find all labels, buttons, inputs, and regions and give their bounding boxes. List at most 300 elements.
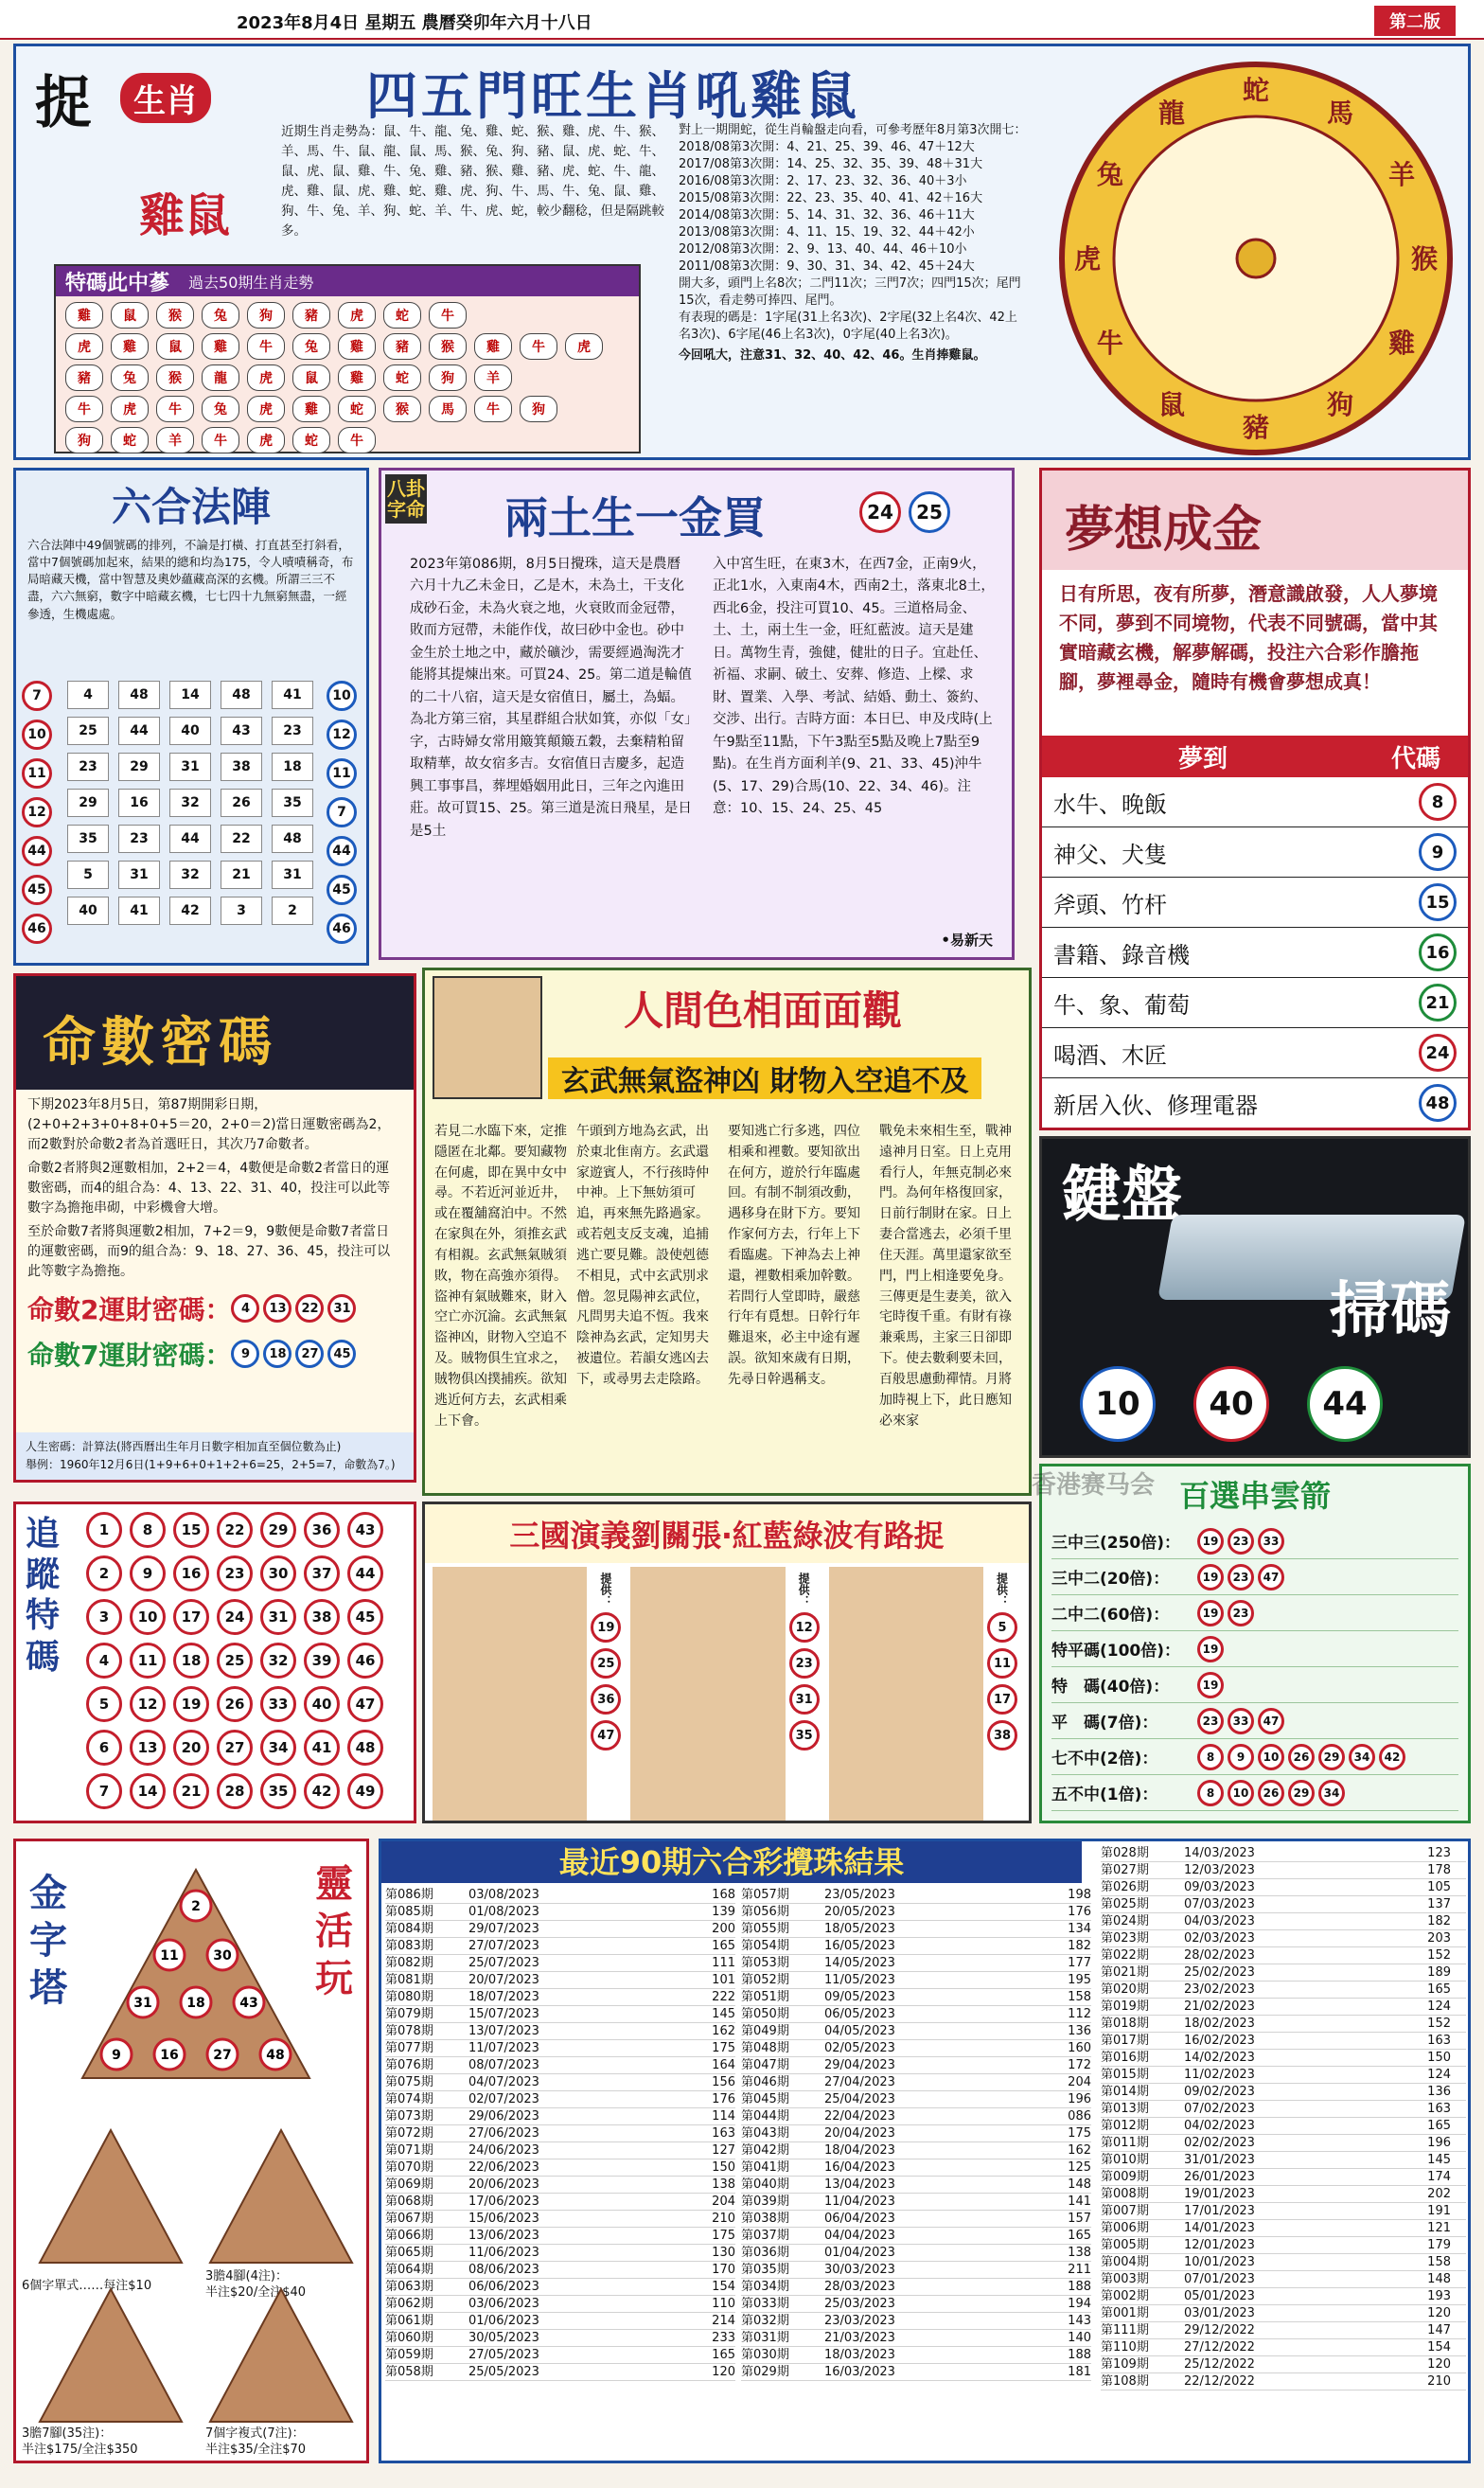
zodiac-cell: 牛 [520,333,557,360]
result-date: 01/04/2023 [824,2246,895,2260]
result-row [741,2023,1091,2040]
result-numbers [906,1989,1053,2005]
pyramid-title-right: 靈活玩 [315,1862,353,2000]
result-total: 156 [712,2075,735,2089]
result-date: 10/01/2023 [1184,2255,1255,2269]
result-numbers [906,1904,1053,1920]
result-row [1101,1947,1466,1964]
zodiac-cell: 兔 [202,396,239,422]
number-ball: 41 [304,1730,340,1766]
result-date: 29/07/2023 [468,1922,539,1936]
number-ball: 33 [1228,1708,1254,1734]
result-row [385,2313,735,2330]
result-numbers [906,1887,1053,1903]
result-period: 第080期 [385,1990,433,2004]
result-period: 第035期 [741,2263,789,2277]
number-ball: 2 [86,1555,122,1591]
result-date: 23/05/2023 [824,1888,895,1902]
result-period: 第041期 [741,2160,789,2175]
result-row [1101,1879,1466,1896]
liuhe-cell: 40 [169,717,211,745]
result-date: 23/03/2023 [824,2314,895,2328]
sanguo-panel [422,1502,1032,1823]
result-date: 14/02/2023 [1184,2051,1255,2065]
result-numbers [906,2074,1053,2090]
result-numbers [1265,1896,1413,1912]
number-ball: 5 [987,1612,1017,1643]
zodiac-cell: 牛 [338,427,376,453]
face-col3: 要知逃亡行多逃，四位相乘和裡數。要知欲出在何方，遊於行年臨處回。有制不制須改動，遇移身在財下方。要知作家何方去，行年上下看臨處。下神為去上神還，裡數相乘加幹數。若問行人堂即時，嚴慈行年有覓想。日幹行年難退來，必主中途有遲誤。欲知來歲有日期，先尋日幹遇稱支。 [728,1124,860,1387]
number-ball: 8 [1197,1780,1224,1806]
result-row [385,2262,735,2279]
trend-title: 特碼此中蔘 [65,271,170,295]
result-period: 第083期 [385,1939,433,1953]
number-ball: 19 [1197,1600,1224,1626]
number-ball: 15 [173,1512,209,1548]
liuhe-cell: 48 [221,681,262,709]
result-date: 14/05/2023 [824,1956,895,1970]
number-ball: 27 [217,1730,253,1766]
number-ball: 12 [327,720,357,750]
result-total: 124 [1427,2068,1451,2082]
result-row [385,2074,735,2091]
result-numbers [906,1921,1053,1937]
result-total: 189 [1427,1965,1451,1980]
history-line: 2012/08第3次開：2、9、13、40、44、46＋10小 [679,242,967,257]
result-row [1101,2135,1466,2152]
result-numbers [906,2125,1053,2141]
liuhe-cell: 16 [118,789,160,817]
track-row [86,1686,383,1722]
result-period: 第009期 [1101,2170,1149,2184]
number-ball: 27 [295,1340,324,1368]
zodiac-cell: 龍 [202,364,239,391]
result-numbers [906,2262,1053,2278]
number-ball: 49 [347,1773,383,1809]
number-ball: 45 [327,1340,356,1368]
result-period: 第049期 [741,2024,789,2038]
liuhe-right-balls [327,681,361,952]
result-period: 第002期 [1101,2289,1149,2303]
result-row [741,2194,1091,2211]
result-row [1101,2288,1466,2305]
zodiac-cell: 狗 [429,364,467,391]
result-total: 148 [1427,2272,1451,2286]
result-total: 154 [712,2280,735,2294]
result-row [741,2245,1091,2262]
lucky-row [1051,1667,1458,1703]
lucky-row [1051,1523,1458,1559]
result-date: 15/06/2023 [468,2212,539,2226]
number-ball: 4 [86,1643,122,1679]
history-block [679,122,1029,364]
number-ball: 48 [347,1730,383,1766]
result-period: 第081期 [385,1973,433,1987]
wheel-label: 蛇 [1242,75,1270,106]
track-row [86,1512,383,1548]
zodiac-cell: 虎 [247,364,285,391]
dream-item [1042,1028,1468,1078]
number-ball: 36 [304,1512,340,1548]
number-ball: 25 [217,1643,253,1679]
result-total: 168 [712,1888,735,1902]
lucky-row-label: 特平碼(100倍)： [1051,1642,1181,1661]
liuhe-row [67,861,315,889]
result-date: 25/07/2023 [468,1956,539,1970]
result-total: 164 [712,2058,735,2072]
result-numbers [550,1904,698,1920]
sanguo-offer-column [587,1567,625,1822]
result-period: 第057期 [741,1888,789,1902]
liuhe-cell: 29 [118,753,160,781]
result-date: 17/01/2023 [1184,2204,1255,2218]
sanguo-offer [829,1567,1021,1822]
result-period: 第014期 [1101,2085,1149,2099]
result-date: 18/05/2023 [824,1922,895,1936]
result-period: 第065期 [385,2246,433,2260]
number-ball: 10 [1080,1366,1156,1442]
result-total: 181 [1068,2365,1091,2379]
zodiac-cell: 雞 [474,333,512,360]
result-numbers [1265,1862,1413,1878]
result-total: 154 [1427,2340,1451,2355]
number-ball: 30 [260,1555,296,1591]
zodiac-cell: 鼠 [156,333,194,360]
number-ball: 31 [327,1294,356,1323]
result-date: 25/04/2023 [824,2092,895,2106]
results-panel [379,1839,1471,2463]
number-ball: 19 [1197,1564,1224,1591]
number-ball: 10 [130,1599,166,1635]
mingshu-code7-label: 命數7運財密碼： [27,1340,232,1371]
result-numbers [1265,2373,1413,2390]
history-analysis2: 有表現的碼是：1字尾(31上名3次)、2字尾(32上名4次、42上名3次)、6字尾(46上名3次)，0字尾(40上名3次)。 [679,311,1017,342]
result-period: 第017期 [1101,2034,1149,2048]
lucky-row-label: 特 碼(40倍)： [1051,1678,1170,1697]
result-total: 176 [1068,1905,1091,1919]
result-numbers [906,2296,1053,2312]
result-total: 204 [1068,2075,1091,2089]
number-ball: 45 [327,875,357,905]
result-row [385,2194,735,2211]
face-title: 人間色相面面觀 [624,987,903,1034]
result-date: 01/08/2023 [468,1905,539,1919]
result-period: 第019期 [1101,1999,1149,2014]
number-ball: 23 [1197,1708,1224,1734]
result-date: 29/12/2022 [1184,2323,1255,2337]
mingshu-text1: 下期2023年8月5日，第87期開彩日期，(2+0+2+3+0+8+0+5＝20，2+0＝2)當日運數密碼為2，而2數對於命數2者為首選旺日，其次乃7命數者。 [27,1097,391,1152]
dream-header-left: 夢到 [1177,744,1228,773]
result-total: 138 [712,2177,735,2192]
number-ball: 47 [1258,1708,1284,1734]
pyramid-ball-label: 2 [191,1899,201,1914]
lucky-row-label: 五不中(1倍)： [1051,1786,1158,1804]
result-total: 152 [1427,2017,1451,2031]
result-total: 174 [1427,2170,1451,2184]
number-ball: 12 [22,797,52,827]
dream-item-name: 喝酒、木匠 [1053,1041,1167,1069]
result-total: 193 [1427,2289,1451,2303]
trend-row [65,364,629,391]
result-row [1101,2101,1466,2118]
number-ball: 32 [260,1643,296,1679]
result-row [385,2125,735,2142]
result-period: 第111期 [1101,2323,1149,2337]
result-period: 第029期 [741,2365,789,2379]
number-ball: 9 [231,1340,259,1368]
result-row [1101,1930,1466,1947]
result-row [385,2142,735,2159]
result-period: 第007期 [1101,2204,1149,2218]
liuhe-cell: 29 [67,789,109,817]
number-ball: 29 [260,1512,296,1548]
result-numbers [906,2211,1053,2227]
result-date: 16/04/2023 [824,2160,895,2175]
result-row [741,1887,1091,1904]
liuhe-cell: 5 [67,861,109,889]
liuhe-cell: 14 [169,681,211,709]
result-total: 204 [712,2195,735,2209]
face-subtitle: 玄武無氣盜神凶 財物入空追不及 [548,1057,981,1099]
result-period: 第044期 [741,2109,789,2124]
result-row [1101,1896,1466,1913]
result-numbers [550,1887,698,1903]
result-row [741,2296,1091,2313]
header-bar [0,0,1484,40]
dream-item [1042,978,1468,1028]
result-numbers [550,2364,698,2380]
result-date: 08/07/2023 [468,2058,539,2072]
result-period: 第047期 [741,2058,789,2072]
yutu-panel [379,468,1015,960]
result-date: 07/02/2023 [1184,2102,1255,2116]
liuhe-cell: 44 [118,717,160,745]
result-date: 27/07/2023 [468,1939,539,1953]
dream-text: 日有所思，夜有所夢，潛意識啟發，人人夢境不同，夢到不同境物，代表不同號碼，當中其實暗藏玄機，解夢解碼，投注六合彩作膽拖腳，夢裡尋金，隨時有機會夢想成真！ [1059,582,1438,693]
result-total: 120 [1427,2306,1451,2320]
liuhe-cell: 22 [221,825,262,853]
result-total: 145 [1427,2153,1451,2167]
number-ball: 47 [347,1686,383,1722]
number-ball: 39 [304,1643,340,1679]
result-row [385,1955,735,1972]
result-date: 12/03/2023 [1184,1863,1255,1877]
result-row [1101,2220,1466,2237]
wheel-label: 羊 [1388,159,1416,190]
result-numbers [906,1972,1053,1988]
result-date: 06/06/2023 [468,2280,539,2294]
result-total: 233 [712,2331,735,2345]
face-col4: 戰免未來相生至，戰神遠神月日室。日上克用看行人，年無克制必來門。為何年格復回家，日前行制財在家。日上妻合當逃去，必須千里住天涯。萬里還家欲至門，門上相逢要免身。三傳更是生妻美，欲入宅時復千重。有財有祿兼乘馬，主家三日卻即下。使去數剩要未回，百般思慮動禪情。月將加時視上下，此日應知必來家 [879,1124,1012,1429]
result-numbers [550,2057,698,2073]
result-total: 114 [712,2109,735,2124]
result-row [1101,2356,1466,2373]
result-row [1101,2237,1466,2254]
result-row [385,1904,735,1921]
result-total: 175 [712,2041,735,2055]
result-row [1101,2339,1466,2356]
result-numbers [550,1972,698,1988]
number-ball: 23 [1228,1564,1254,1591]
number-ball: 9 [1228,1744,1254,1770]
track-row [86,1555,383,1591]
number-ball: 45 [22,875,52,905]
result-date: 02/05/2023 [824,2041,895,2055]
zodiac-cell: 雞 [111,333,149,360]
result-period: 第059期 [385,2348,433,2362]
result-date: 18/02/2023 [1184,2017,1255,2031]
result-date: 07/01/2023 [1184,2272,1255,2286]
result-period: 第030期 [741,2348,789,2362]
pyramid-small-1 [35,2125,186,2267]
zodiac-cell: 兔 [292,333,330,360]
pyramid-caption4-line2: 半注$35/全注$70 [205,2442,307,2457]
result-date: 27/06/2023 [468,2126,539,2141]
zodiac-cell: 虎 [247,396,285,422]
result-date: 30/05/2023 [468,2331,539,2345]
result-date: 23/02/2023 [1184,1982,1255,1997]
zodiac-cell: 猴 [156,364,194,391]
result-numbers [906,1938,1053,1954]
result-date: 07/03/2023 [1184,1897,1255,1911]
result-total: 179 [1427,2238,1451,2252]
result-date: 14/01/2023 [1184,2221,1255,2235]
number-ball: 12 [789,1612,820,1643]
result-date: 04/02/2023 [1184,2119,1255,2133]
zodiac-cell: 豬 [65,364,103,391]
result-period: 第004期 [1101,2255,1149,2269]
liuhe-cell: 31 [118,861,160,889]
headline: 四五門旺生肖吼雞鼠 [366,66,860,126]
zodiac-cell: 虎 [111,396,149,422]
result-total: 195 [1068,1973,1091,1987]
result-total: 158 [1068,1990,1091,2004]
pyramid-ball-label: 43 [239,1996,258,2011]
result-total: 136 [1427,2085,1451,2099]
result-row [385,1938,735,1955]
result-period: 第046期 [741,2075,789,2089]
result-numbers [906,2023,1053,2039]
dream-item-name: 牛、象、葡萄 [1053,991,1190,1019]
result-period: 第006期 [1101,2221,1149,2235]
result-total: 140 [1068,2331,1091,2345]
keyboard-title1: 鍵盤 [1061,1161,1182,1231]
result-period: 第068期 [385,2195,433,2209]
pyramid-small-3 [35,2284,186,2426]
result-total: 165 [712,2348,735,2362]
mingshu-footer [16,1432,414,1480]
result-numbers [550,2074,698,2090]
result-total: 194 [1068,2297,1091,2311]
result-row [385,2177,735,2194]
result-date: 20/07/2023 [468,1973,539,1987]
result-period: 第085期 [385,1905,433,1919]
result-period: 第078期 [385,2024,433,2038]
result-numbers [1265,2288,1413,2304]
sanguo-offer-label: 提供： [995,1573,1009,1607]
result-numbers [550,2245,698,2261]
result-period: 第036期 [741,2246,789,2260]
result-total: 210 [1427,2374,1451,2389]
number-ball: 33 [1258,1528,1284,1555]
dream-item-name: 新居入伙、修理電器 [1053,1092,1258,1119]
mingshu-footer2: 舉例：1960年12月6日(1+9+6+0+1+2+6=25，2+5=7，命數為7。) [26,1457,396,1471]
result-row [1101,1999,1466,2016]
result-numbers [906,2347,1053,2363]
number-ball: 13 [263,1294,292,1323]
number-ball: 8 [1419,783,1457,821]
pyramid-ball-label: 11 [160,1948,179,1964]
result-date: 29/06/2023 [468,2109,539,2124]
result-date: 19/01/2023 [1184,2187,1255,2201]
result-total: 176 [712,2092,735,2106]
number-ball: 33 [260,1686,296,1722]
number-ball: 24 [1419,1034,1457,1072]
number-ball: 47 [1258,1564,1284,1591]
dream-item-name: 斧頭、竹杆 [1053,891,1167,918]
result-date: 25/12/2022 [1184,2357,1255,2372]
mingshu-panel [13,973,416,1483]
liuhe-cell: 4 [67,681,109,709]
result-numbers [550,2211,698,2227]
result-total: 196 [1068,2092,1091,2106]
liuhe-cell: 44 [169,825,211,853]
number-ball: 19 [1197,1672,1224,1698]
number-ball: 7 [22,681,52,711]
zodiac-cell: 豬 [383,333,421,360]
result-total: 177 [1068,1956,1091,1970]
result-numbers [550,1921,698,1937]
result-row [741,2125,1091,2142]
result-period: 第058期 [385,2365,433,2379]
result-date: 29/04/2023 [824,2058,895,2072]
zodiac-cell: 鼠 [292,364,330,391]
result-period: 第076期 [385,2058,433,2072]
result-numbers [1265,2356,1413,2372]
result-numbers [1265,2271,1413,2287]
liuhe-cell: 38 [221,753,262,781]
result-date: 27/12/2022 [1184,2340,1255,2355]
result-total: 202 [1427,2187,1451,2201]
result-date: 04/07/2023 [468,2075,539,2089]
result-total: 160 [1068,2041,1091,2055]
result-row [1101,2118,1466,2135]
result-numbers [550,2262,698,2278]
liuhe-cell: 21 [221,861,262,889]
liuhe-row [67,825,315,853]
number-ball: 15 [1419,883,1457,921]
number-ball: 22 [295,1294,324,1323]
number-ball: 26 [217,1686,253,1722]
lucky-row-label: 三中二(20倍)： [1051,1570,1170,1589]
result-row [385,2006,735,2023]
zodiac-cell: 鼠 [111,302,149,329]
number-ball: 23 [217,1555,253,1591]
sanguo-offer [433,1567,625,1822]
result-row [741,2313,1091,2330]
history-intro: 對上一期開蛇，從生肖輪盤走向看，可參考歷年8月第3次開七： [679,123,1027,137]
number-ball: 42 [1379,1744,1405,1770]
number-ball: 10 [1228,1780,1254,1806]
result-numbers [906,2279,1053,2295]
zodiac-cell: 牛 [156,396,194,422]
zodiac-wheel [1057,60,1455,457]
result-period: 第001期 [1101,2306,1149,2320]
results-title: 最近90期六合彩攪珠結果 [381,1841,1082,1883]
dream-item-name: 書籍、錄音機 [1053,941,1190,969]
yutu-side-label: 八卦字命 [385,474,427,524]
liuhe-cell: 18 [272,753,313,781]
